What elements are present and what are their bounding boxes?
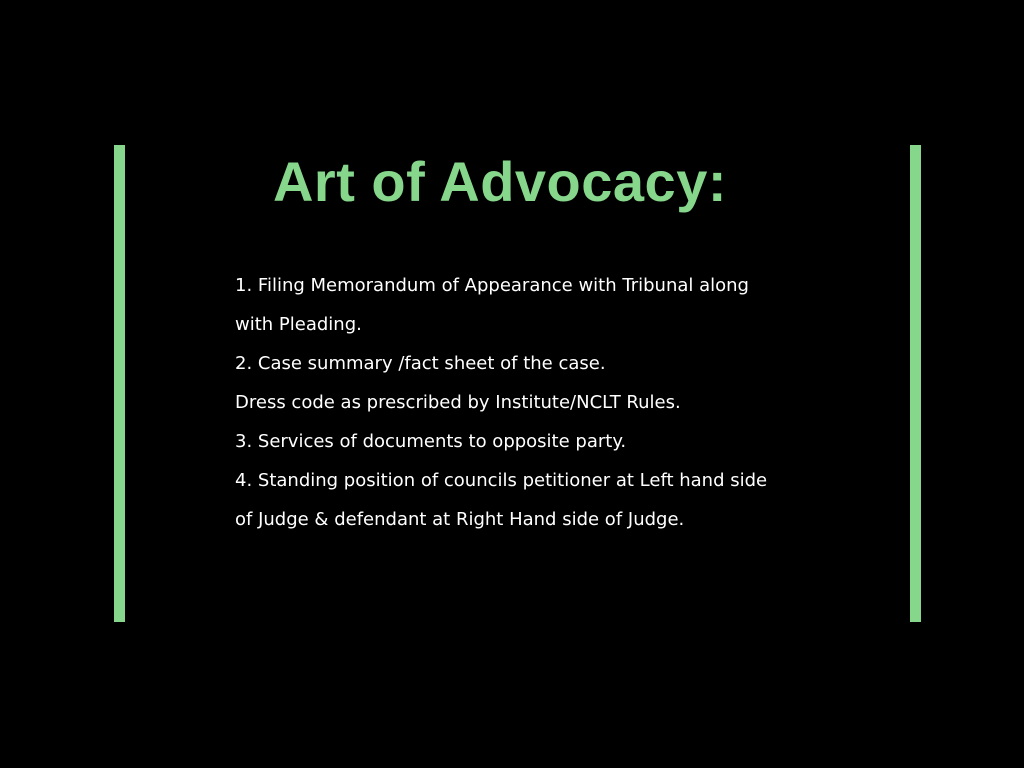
slide-title: Art of Advocacy: (272, 150, 727, 213)
left-accent-bar (114, 145, 125, 622)
body-line-3: 2. Case summary /fact sheet of the case. (235, 353, 606, 374)
slide-body (235, 266, 835, 539)
body-line-6: 4. Standing position of councils petitioner at Left hand side (235, 470, 768, 491)
body-line-5: 3. Services of documents to opposite party. (235, 431, 627, 452)
body-line-1: 1. Filing Memorandum of Appearance with Tribunal along (235, 275, 749, 296)
right-accent-bar (910, 145, 921, 622)
body-line-7: of Judge & defendant at Right Hand side of Judge. (235, 509, 685, 530)
body-line-2: with Pleading. (235, 314, 362, 335)
body-line-4: Dress code as prescribed by Institute/NCLT Rules. (235, 392, 681, 413)
